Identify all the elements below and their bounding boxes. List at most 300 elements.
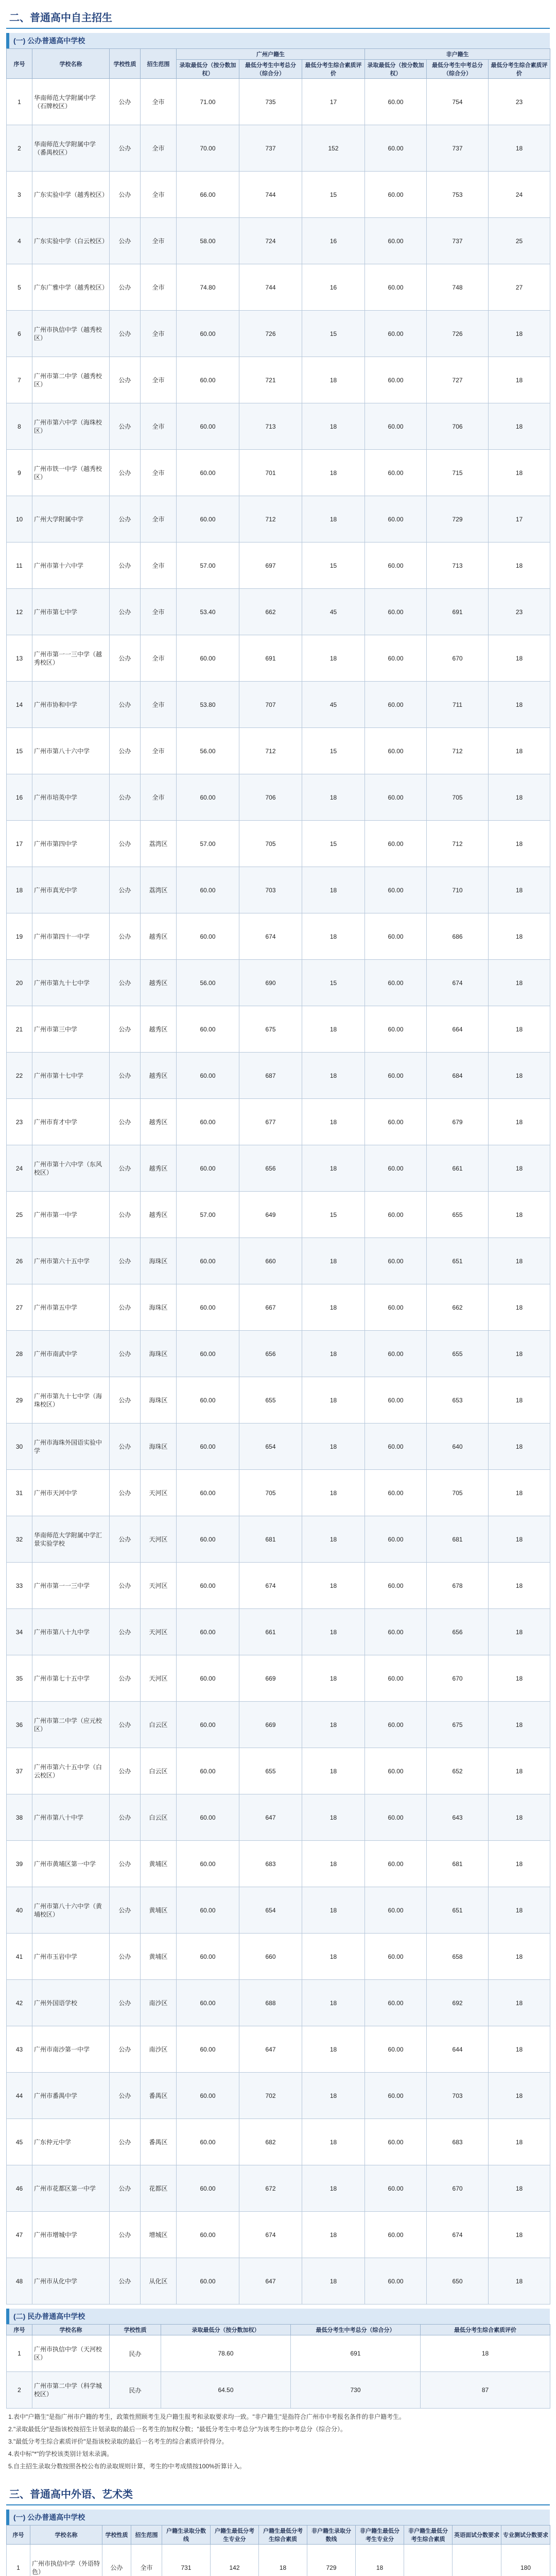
- table-cell: 公办: [110, 2165, 141, 2212]
- table-cell: 18: [7, 867, 32, 913]
- table-cell: 18: [489, 311, 550, 357]
- table-cell: 1: [7, 2335, 32, 2372]
- table-cell: 681: [427, 1841, 489, 1887]
- table-cell: 11: [7, 543, 32, 589]
- table-cell: 18: [302, 1609, 365, 1655]
- table-row: [7, 682, 550, 728]
- table-cell: 658: [427, 1934, 489, 1980]
- table-cell: 公办: [110, 635, 141, 682]
- table-cell: 广州市第十六中学: [32, 543, 110, 589]
- table-cell: 全市: [141, 172, 177, 218]
- table-cell: 天河区: [141, 1655, 177, 1702]
- table-cell: 74.80: [177, 264, 239, 311]
- table-cell: 674: [239, 1563, 302, 1609]
- table-cell: 686: [427, 913, 489, 960]
- table-cell: 60.00: [365, 357, 427, 403]
- table-cell: 18: [489, 125, 550, 172]
- table-cell: 民办: [110, 2335, 161, 2372]
- table-cell: 60.00: [177, 2119, 239, 2165]
- table-cell: 691: [427, 589, 489, 635]
- table-cell: 18: [489, 1284, 550, 1331]
- table-cell: 60.00: [177, 1099, 239, 1145]
- table-cell: 广州市第六十五中学（白云校区）: [32, 1748, 110, 1794]
- table-cell: 18: [489, 403, 550, 450]
- table-cell: 15: [302, 728, 365, 774]
- table-cell: 华南师范大学附属中学汇景实验学校: [32, 1516, 110, 1563]
- table-cell: 60.00: [365, 1516, 427, 1563]
- table-row: [7, 821, 550, 867]
- table-cell: 公办: [110, 2026, 141, 2073]
- table-cell: 640: [427, 1423, 489, 1470]
- table-cell: 60.00: [177, 2165, 239, 2212]
- table-cell: 白云区: [141, 1748, 177, 1794]
- table-cell: 60.00: [365, 913, 427, 960]
- subsection-title: (一) 公办普通高中学校: [6, 33, 550, 48]
- table-cell: 674: [239, 2212, 302, 2258]
- table-cell: 番禺区: [141, 2073, 177, 2119]
- subsection-title-private: (二) 民办普通高中学校: [6, 2309, 550, 2324]
- table-row: [7, 2165, 550, 2212]
- table-cell: 全市: [141, 635, 177, 682]
- table-cell: 广州市第六十五中学: [32, 1238, 110, 1284]
- table-cell: 683: [427, 2119, 489, 2165]
- table-cell: 广州市第十七中学: [32, 1053, 110, 1099]
- table-cell: 682: [239, 2119, 302, 2165]
- table-cell: 655: [239, 1377, 302, 1423]
- table-cell: 18: [489, 2119, 550, 2165]
- table-cell: 731: [162, 2545, 211, 2576]
- table-cell: 705: [239, 821, 302, 867]
- table-cell: 60.00: [177, 450, 239, 496]
- table-cell: 公办: [110, 125, 141, 172]
- table-cell: 679: [427, 1099, 489, 1145]
- table-cell: 18: [489, 543, 550, 589]
- table-cell: 655: [239, 1748, 302, 1794]
- table-cell: 24: [7, 1145, 32, 1192]
- table-cell: 18: [302, 1470, 365, 1516]
- table-cell: 18: [489, 1377, 550, 1423]
- table-cell: 60.00: [177, 1470, 239, 1516]
- table-cell: 19: [7, 913, 32, 960]
- table-cell: 18: [302, 1841, 365, 1887]
- table-cell: 全市: [141, 125, 177, 172]
- table-cell: 28: [7, 1331, 32, 1377]
- table-cell: 681: [427, 1516, 489, 1563]
- table-cell: 60.00: [365, 1794, 427, 1841]
- table-cell: 35: [7, 1655, 32, 1702]
- table-cell: 广州市第一一三中学（越秀校区）: [32, 635, 110, 682]
- table-cell: 7: [7, 357, 32, 403]
- table-cell: 公办: [110, 79, 141, 125]
- table-cell: 广州市第八十中学: [32, 1794, 110, 1841]
- table-row: [7, 1609, 550, 1655]
- table-cell: 670: [427, 635, 489, 682]
- table-cell: 1: [7, 79, 32, 125]
- table-cell: 672: [239, 2165, 302, 2212]
- table-cell: 60.00: [365, 311, 427, 357]
- table-cell: 公办: [110, 1609, 141, 1655]
- table-row: [7, 2073, 550, 2119]
- table-cell: 18: [302, 1934, 365, 1980]
- table-cell: 公办: [110, 1702, 141, 1748]
- table-cell: 15: [302, 543, 365, 589]
- table-cell: 全市: [141, 543, 177, 589]
- table-cell: 643: [427, 1794, 489, 1841]
- table-cell: 公办: [102, 2545, 131, 2576]
- table-cell: 广东实验中学（白云校区）: [32, 218, 110, 264]
- table-cell: 60.00: [365, 264, 427, 311]
- table-cell: 10: [7, 496, 32, 543]
- table-cell: 18: [489, 1702, 550, 1748]
- table-cell: 25: [7, 1192, 32, 1238]
- table-cell: 655: [427, 1331, 489, 1377]
- table-cell: 713: [427, 543, 489, 589]
- table-cell: 727: [427, 357, 489, 403]
- table-cell: 675: [239, 1006, 302, 1053]
- table-cell: 18: [489, 1887, 550, 1934]
- table-cell: 21: [7, 1006, 32, 1053]
- table-cell: 60.00: [365, 1609, 427, 1655]
- table-cell: 669: [239, 1702, 302, 1748]
- table-cell: 2: [7, 2372, 32, 2409]
- table-cell: 公办: [110, 1748, 141, 1794]
- table-row: [7, 450, 550, 496]
- table-cell: 18: [302, 2073, 365, 2119]
- table-cell: 广州市第十六中学（东风校区）: [32, 1145, 110, 1192]
- table-cell: 60.00: [177, 1238, 239, 1284]
- table-cell: 全市: [141, 450, 177, 496]
- table-cell: 14: [7, 682, 32, 728]
- table-cell: 654: [239, 1423, 302, 1470]
- note-line: 5.自主招生录取分数按照各校公布的录取规则计算，考生的中考成绩按100%折算计入。: [8, 2463, 246, 2470]
- table-cell: 广州市天河中学: [32, 1470, 110, 1516]
- table-cell: 675: [427, 1702, 489, 1748]
- table-row: [7, 1377, 550, 1423]
- table-cell: 公办: [110, 1516, 141, 1563]
- table-cell: 656: [239, 1331, 302, 1377]
- table-cell: 越秀区: [141, 1053, 177, 1099]
- table-row: [7, 1794, 550, 1841]
- table-cell: 726: [427, 311, 489, 357]
- table-cell: 15: [302, 1192, 365, 1238]
- table-cell: 726: [239, 311, 302, 357]
- table-row: [7, 728, 550, 774]
- table-cell: 公办: [110, 960, 141, 1006]
- table-cell: 天河区: [141, 1516, 177, 1563]
- table-cell: 公办: [110, 2258, 141, 2304]
- table-cell: 广州市第一一三中学: [32, 1563, 110, 1609]
- table-cell: 647: [239, 1794, 302, 1841]
- table-cell: 653: [427, 1377, 489, 1423]
- table-cell: 690: [239, 960, 302, 1006]
- table-cell: 656: [427, 1609, 489, 1655]
- table-cell: 677: [239, 1099, 302, 1145]
- table-cell: 公办: [110, 867, 141, 913]
- table-cell: 735: [239, 79, 302, 125]
- table-cell: 海珠区: [141, 1284, 177, 1331]
- table-cell: 荔湾区: [141, 821, 177, 867]
- table-cell: 18: [489, 2165, 550, 2212]
- table-cell: 60.00: [177, 1145, 239, 1192]
- table-row: [7, 589, 550, 635]
- table-cell: 60.00: [177, 1053, 239, 1099]
- table-cell: 56.00: [177, 728, 239, 774]
- table-cell: 43: [7, 2026, 32, 2073]
- table-cell: 60.00: [177, 1980, 239, 2026]
- table-cell: 22: [7, 1053, 32, 1099]
- table-cell: 全市: [141, 79, 177, 125]
- table-row: [7, 1748, 550, 1794]
- table-cell: 674: [427, 960, 489, 1006]
- table-row: [7, 357, 550, 403]
- table-cell: 18: [302, 774, 365, 821]
- table-cell: 662: [239, 589, 302, 635]
- table-row: [7, 2335, 550, 2372]
- table-cell: 29: [7, 1377, 32, 1423]
- table-cell: 737: [427, 218, 489, 264]
- table-cell: 越秀区: [141, 1145, 177, 1192]
- table-cell: 17: [7, 821, 32, 867]
- table-cell: 公办: [110, 1377, 141, 1423]
- table-cell: 651: [427, 1238, 489, 1284]
- table-cell: 678: [427, 1563, 489, 1609]
- table-row: [7, 2026, 550, 2073]
- subsection-title-2: (一) 公办普通高中学校: [6, 2510, 550, 2525]
- table-cell: 公办: [110, 682, 141, 728]
- table-cell: 18: [302, 2119, 365, 2165]
- table-cell: 25: [489, 218, 550, 264]
- table-row: [7, 1655, 550, 1702]
- table-row: [7, 1934, 550, 1980]
- table-cell: 41: [7, 1934, 32, 1980]
- note-line: 3."最低分考生综合素质评价"是指该校录取的最后一名考生的综合素质评价得分。: [8, 2438, 228, 2445]
- table-cell: 广州市第八十九中学: [32, 1609, 110, 1655]
- table-cell: 荔湾区: [141, 867, 177, 913]
- table-cell: 广州市第九十七中学（海珠校区）: [32, 1377, 110, 1423]
- table-cell: 60.00: [177, 1655, 239, 1702]
- table-cell: 710: [427, 867, 489, 913]
- table-cell: 公办: [110, 172, 141, 218]
- table-cell: 23: [489, 79, 550, 125]
- table-cell: 652: [427, 1748, 489, 1794]
- table-cell: 687: [239, 1053, 302, 1099]
- table-row: [7, 1284, 550, 1331]
- table-cell: 30: [7, 1423, 32, 1470]
- table-cell: 18: [489, 1145, 550, 1192]
- table-cell: 60.00: [365, 1934, 427, 1980]
- table-cell: 18: [302, 450, 365, 496]
- section-title: 二、普通高中自主招生: [6, 5, 550, 29]
- table-cell: 18: [302, 1516, 365, 1563]
- table-cell: 公办: [110, 1006, 141, 1053]
- table-cell: 60.00: [365, 2119, 427, 2165]
- table-cell: 公办: [110, 2119, 141, 2165]
- table-cell: 公办: [110, 403, 141, 450]
- table-cell: 60.00: [177, 2026, 239, 2073]
- table-cell: 20: [7, 960, 32, 1006]
- table-cell: 56.00: [177, 960, 239, 1006]
- table-cell: 公办: [110, 728, 141, 774]
- table-cell: 60.00: [365, 2073, 427, 2119]
- table-cell: 670: [427, 1655, 489, 1702]
- table-cell: 60.00: [177, 1841, 239, 1887]
- table-cell: 白云区: [141, 1702, 177, 1748]
- table-cell: 18: [489, 2212, 550, 2258]
- table-cell: 3: [7, 172, 32, 218]
- table-cell: 南沙区: [141, 2026, 177, 2073]
- table-row: [7, 2119, 550, 2165]
- table-cell: 广州市第一中学: [32, 1192, 110, 1238]
- table-cell: 60.00: [365, 2258, 427, 2304]
- table-cell: 60.00: [365, 172, 427, 218]
- table-cell: 18: [302, 1702, 365, 1748]
- table-row: [7, 172, 550, 218]
- table-cell: 公办: [110, 357, 141, 403]
- table-cell: 公办: [110, 496, 141, 543]
- table-cell: 公办: [110, 1794, 141, 1841]
- table-cell: 152: [302, 125, 365, 172]
- table-cell: 18: [489, 728, 550, 774]
- table-cell: 广州市真光中学: [32, 867, 110, 913]
- table-cell: 60.00: [177, 1563, 239, 1609]
- table-cell: 66.00: [177, 172, 239, 218]
- table-cell: 全市: [141, 311, 177, 357]
- table-cell: 18: [302, 2026, 365, 2073]
- table-cell: 650: [427, 2258, 489, 2304]
- table-cell: 18: [489, 1470, 550, 1516]
- table-cell: 18: [302, 1377, 365, 1423]
- table-cell: 46: [7, 2165, 32, 2212]
- table-cell: 60.00: [177, 1702, 239, 1748]
- table-cell: 748: [427, 264, 489, 311]
- table-cell: 18: [302, 867, 365, 913]
- table-cell: 1: [7, 2545, 30, 2576]
- table-cell: 737: [239, 125, 302, 172]
- table-cell: 公办: [110, 1423, 141, 1470]
- table-cell: 公办: [110, 774, 141, 821]
- table-cell: 越秀区: [141, 1099, 177, 1145]
- table-cell: 公办: [110, 218, 141, 264]
- table-cell: 60.00: [365, 1841, 427, 1887]
- table-cell: 60.00: [365, 1145, 427, 1192]
- table-cell: 18: [302, 1006, 365, 1053]
- table-cell: 18: [489, 1980, 550, 2026]
- table-cell: 60.00: [177, 1934, 239, 1980]
- table-cell: 34: [7, 1609, 32, 1655]
- table-cell: 全市: [141, 589, 177, 635]
- table-cell: 18: [489, 450, 550, 496]
- table-cell: 公办: [110, 1331, 141, 1377]
- table-cell: 18: [489, 1934, 550, 1980]
- table-cell: 60.00: [365, 960, 427, 1006]
- table-cell: 45: [302, 589, 365, 635]
- table-cell: 广州市第九十七中学: [32, 960, 110, 1006]
- table-cell: 公办: [110, 1887, 141, 1934]
- table-cell: 18: [489, 682, 550, 728]
- table-cell: 公办: [110, 1099, 141, 1145]
- table-cell: 公办: [110, 913, 141, 960]
- notes-section1: [6, 2409, 550, 2477]
- table-cell: 广州市第二中学（科学城校区）: [32, 2372, 110, 2409]
- table-cell: 681: [239, 1516, 302, 1563]
- table-cell: 60.00: [177, 311, 239, 357]
- table-cell: 57.00: [177, 1192, 239, 1238]
- table-cell: 683: [239, 1841, 302, 1887]
- table-cell: 712: [427, 821, 489, 867]
- table-cell: 越秀区: [141, 960, 177, 1006]
- table-cell: 53.80: [177, 682, 239, 728]
- table-cell: 60.00: [365, 867, 427, 913]
- table-row: [7, 913, 550, 960]
- table-cell: 724: [239, 218, 302, 264]
- table-cell: 18: [302, 403, 365, 450]
- table-cell: 公办: [110, 543, 141, 589]
- admission-table-public: 序号 学校名称 学校性质 招生范围 广州户籍生 非户籍生 录取最低分（按分数加权） 最低分考生中考总分（综合分） 最低分考生综合素质评价 录取最低分（按分数加权） 最低分考生中考总分（综合分） 最低分考生综合素质评价 1 华南师范大学附属中学（石牌校区） 公办 全市 71.00 735 17 60.00 754 23 2 华南师范大学附属中学（番禺校区） 公办 全市 70.00 737 152 60.00 737 18 3 广东实验中学（越秀校区） 公办 全市 66.00 744 15 60.00 753 24 4 广东实验中学（白云校区） 公办 全市 58.00 724 16 60.00 737 25 5 广东广雅中学（越秀校区） 公办 全市 74.80 744 16 60.00 748 27 6 广州市执信中学（越秀校区） 公办 全市 60.00 726 15 60.00 726 18 7 广州市第二中学（越秀校区） 公办 全市 60.00 721 18 60.00 727 18 8 广州市第六中学（海珠校区） 公办 全市 60.00 713 18 60.00 706 18 9 广州市铁一中学（越秀校区） 公办 全市 60.00 701 18 60.00 715 18 10 广州大学附属中学 公办 全市 60.00 712 18 60.00 729 17 11 广州市第十六中学 公办 全市 57.00 697 15 60.00 713 18 12 广州市第七中学 公办 全市 53.40 662 45 60.00 691 23 13 广州市第一一三中学（越秀校区） 公办 全市 60.00 691 18 60.00 670 18 14 广州市协和中学 公办 全市 53.80 707 45 60.00 711 18 15 广州市第八十六中学 公办 全市 56.00 712 15 60.00 712 18 16 广州市培英中学 公办 全市 60.00 706 18 60.00 705 18 17 广州市第四中学 公办 荔湾区 57.00 705 15 60.00 712 18 18 广州市真光中学 公办 荔湾区 60.00 703 18 60.00 710 18 19 广州市第四十一中学 公办 越秀区 60.00 674 18 60.00 686 18 20 广州市第九十七中学 公办 越秀区 56.00 690 15 60.00 674 18 21 广州市第三中学 公办 越秀区 60.00 675 18 60.00 664 18 22 广州市第十七中学 公办 越秀区 60.00 687 18 60.00 684 18 23 广州市育才中学 公办 越秀区 60.00 677 18 60.00 679 18 24 广州市第十六中学（东风校区） 公办 越秀区 60.00 656 18 60.00 661 18 25 广州市第一中学 公办 越秀区 57.00 649 15 60.00 655 18 26 广州市第六十五中学 公办 海珠区 60.00 660 18 60.00 651 18 27 广州市第五中学 公办 海珠区 60.00 667 18 60.00 662 18 28 广州市南武中学 公办 海珠区 60.00 656 18 60.00 655 18 29 广州市第九十七中学（海珠校区） 公办 海珠区 60.00 655 18 60.00 653 18 30 广州市海珠外国语实验中学 公办 海珠区 60.00 654 18 60.00 640 18 31 广州市天河中学 公办 天河区 60.00 705 18 60.00 705 18 32 华南师范大学附属中学汇景实验学校 公办 天河区 60.00 681 18 60.00 681 18 33 广州市第一一三中学 公办 天河区 60.00 674 18 60.00 678 18 34 广州市第八十九中学 公办 天河区 60.00 661 18 60.00 656 18 35 广州市第七十五中学 公办 天河区 60.00 669 18 60.00 670 18 36 广州市第二中学（应元校区） 公办 白云区 60.00 669 18 60.00 675 18 37 广州市第六十五中学（白云校区） 公办 白云区 60.00 655 18 60.00 652 18 38 广州市第八十中学 公办 白云区 60.00 647 18 60.00 643 18 39 广州市黄埔区第一中学 公办 黄埔区 60.00 683 18 60.00 681 18 40 广州市第八十六中学（黄埔校区） 公办 黄埔区 60.00 654 18 60.00 651 18 41 广州市玉岩中学 公办 黄埔区 60.00 660 18 60.00 658 18 42 广州外国语学校 公办 南沙区 60.00 688 18 60.00 692 18 43 广州市南沙第一中学 公办 南沙区 60.00 647 18 60.00 644 18 44 广州市番禺中学 公办 番禺区 60.00 702 18 60.00 703 18 45 广东仲元中学 公办 番禺区 60.00 682 18 60.00 683 18 46 广州市花都区第一中学 公办 花都区 60.00 672 18 60.00 670 18 47 广州市增城中学 公办 增城区 60.00 674 18 60.00 674 18 48 广州市从化中学 公办 从化区 60.00 647 18 60.00 650 18: [6, 48, 550, 2304]
- table-cell: 58.00: [177, 218, 239, 264]
- table-row: [7, 1238, 550, 1284]
- table-cell: 广州市黄埔区第一中学: [32, 1841, 110, 1887]
- table-cell: 18: [421, 2335, 550, 2372]
- table-cell: 15: [302, 172, 365, 218]
- table-row: [7, 867, 550, 913]
- table-cell: 18: [489, 1794, 550, 1841]
- table-cell: 公办: [110, 264, 141, 311]
- table-cell: 广东实验中学（越秀校区）: [32, 172, 110, 218]
- table-cell: 729: [307, 2545, 356, 2576]
- table-cell: 广州市第三中学: [32, 1006, 110, 1053]
- table-cell: 18: [302, 1423, 365, 1470]
- table-cell: 13: [7, 635, 32, 682]
- table-row: [7, 1331, 550, 1377]
- table-row: [7, 2258, 550, 2304]
- page: [6, 5, 550, 2576]
- table-cell: 674: [239, 913, 302, 960]
- note-line: 1.表中"户籍生"是指广州市户籍的考生，政策性照顾考生及户籍生报考和录取要求均一致。"非户籍生"是指符合广州市中考报名条件的非户籍考生。: [8, 2413, 406, 2420]
- table-cell: 18: [302, 357, 365, 403]
- table-cell: 60.00: [365, 2026, 427, 2073]
- table-cell: 18: [302, 1238, 365, 1284]
- table-cell: 60.00: [177, 1284, 239, 1331]
- table-cell: 60.00: [365, 635, 427, 682]
- table-cell: 越秀区: [141, 1192, 177, 1238]
- table-row: [7, 1980, 550, 2026]
- table-cell: 18: [302, 1980, 365, 2026]
- table-cell: 18: [489, 2073, 550, 2119]
- table-cell: 60.00: [365, 2212, 427, 2258]
- table-cell: 60.00: [177, 1006, 239, 1053]
- table-cell: 60.00: [365, 589, 427, 635]
- table-cell: 全市: [141, 218, 177, 264]
- table-cell: 18: [302, 1053, 365, 1099]
- table-cell: 42: [7, 1980, 32, 2026]
- table-cell: 705: [239, 1470, 302, 1516]
- table-cell: 60.00: [365, 1702, 427, 1748]
- table-row: [7, 1099, 550, 1145]
- table-cell: 701: [239, 450, 302, 496]
- table-cell: 656: [239, 1145, 302, 1192]
- table-cell: 8: [7, 403, 32, 450]
- table-cell: 60.00: [177, 496, 239, 543]
- table-cell: 2: [7, 125, 32, 172]
- table-cell: 27: [489, 264, 550, 311]
- table-cell: 16: [302, 264, 365, 311]
- table-cell: 广州市第八十六中学: [32, 728, 110, 774]
- table-cell: 60.00: [365, 496, 427, 543]
- table-cell: 60.00: [177, 635, 239, 682]
- table-cell: 18: [302, 2212, 365, 2258]
- table-cell: 广州市第四十一中学: [32, 913, 110, 960]
- table-cell: 60.00: [365, 79, 427, 125]
